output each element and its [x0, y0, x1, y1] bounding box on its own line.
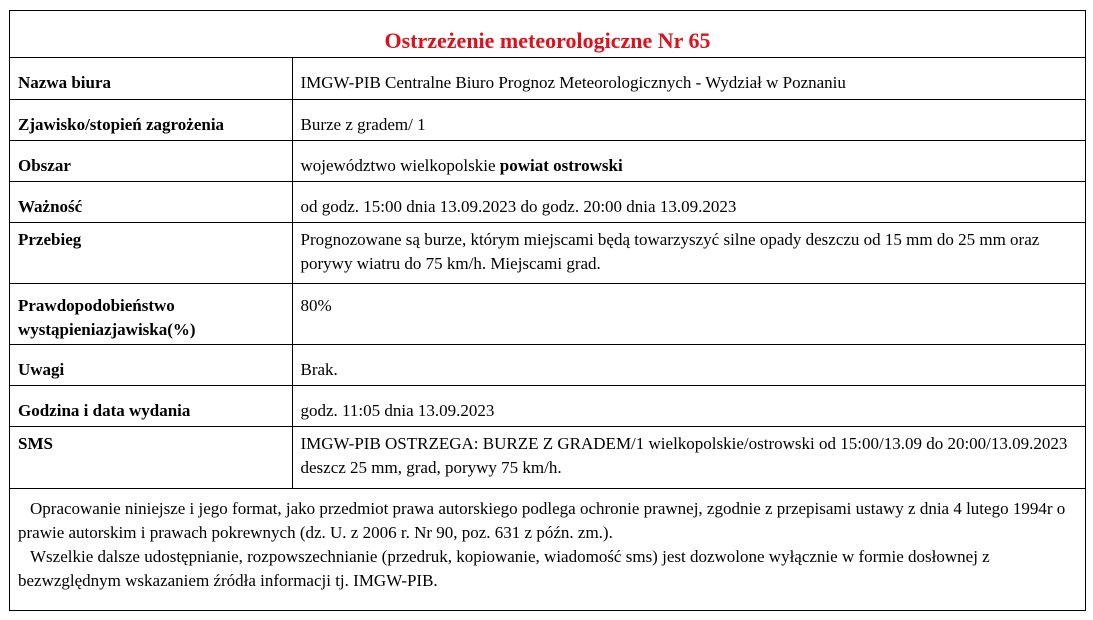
course-label: Przebieg — [10, 222, 292, 283]
phenomenon-label: Zjawisko/stopień zagrożenia — [10, 99, 292, 140]
phenomenon-value: Burze z gradem/ 1 — [292, 99, 1085, 140]
document-title: Ostrzeżenie meteorologiczne Nr 65 — [10, 11, 1085, 58]
course-value: Prognozowane są burze, którym miejscami będą towarzyszyć silne opady deszczu od 15 mm do 25 mm oraz porywy wiatru do 75 km/h. Miejscami grad. — [292, 222, 1085, 283]
row-sms — [10, 426, 1085, 488]
probability-label: Prawdopodobieństwo wystąpieniazjawiska(%) — [10, 283, 292, 344]
validity-value: od godz. 15:00 dnia 13.09.2023 do godz. 20:00 dnia 13.09.2023 — [292, 181, 1085, 222]
row-office — [10, 58, 1085, 99]
office-value: IMGW-PIB Centralne Biuro Prognoz Meteorologicznych - Wydział w Poznaniu — [292, 58, 1085, 99]
copyright-notice: Opracowanie niniejsze i jego format, jako przedmiot prawa autorskiego podlega ochronie prawnej, zgodnie z przepisami ustawy z dnia 4 lutego 1994r o prawie autorskim i prawach pokrewnych (dz. U. z 2006 r. Nr 90, poz. 631 z późn. zm.). — [18, 498, 1066, 542]
row-phenomenon — [10, 99, 1085, 140]
area-county: powiat ostrowski — [499, 155, 623, 175]
remarks-value: Brak. — [292, 344, 1085, 385]
issued-label: Godzina i data wydania — [10, 385, 292, 426]
row-probability — [10, 283, 1085, 344]
validity-label: Ważność — [10, 181, 292, 222]
area-value — [292, 140, 1085, 181]
row-issued — [10, 385, 1085, 426]
row-validity — [10, 181, 1085, 222]
warning-document — [9, 10, 1086, 611]
sms-label: SMS — [10, 426, 292, 488]
remarks-label: Uwagi — [10, 344, 292, 385]
sharing-notice: Wszelkie dalsze udostępnianie, rozpowszechnianie (przedruk, kopiowanie, wiadomość sms) jest dozwolone wyłącznie w formie dosłownej z bezwzględnym wskazaniem źródła informacji tj. IMGW-PIB. — [18, 546, 990, 590]
footer-notice — [10, 489, 1085, 593]
area-voivodeship: województwo wielkopolskie — [300, 155, 496, 175]
office-label: Nazwa biura — [10, 58, 292, 99]
row-course — [10, 222, 1085, 283]
issued-value: godz. 11:05 dnia 13.09.2023 — [292, 385, 1085, 426]
sms-value: IMGW-PIB OSTRZEGA: BURZE Z GRADEM/1 wielkopolskie/ostrowski od 15:00/13.09 do 20:00/13.09.2023 deszcz 25 mm, grad, porywy 75 km/h. — [292, 426, 1085, 488]
area-label: Obszar — [10, 140, 292, 181]
probability-value: 80% — [292, 283, 1085, 344]
warning-table — [10, 58, 1085, 489]
row-remarks — [10, 344, 1085, 385]
row-area — [10, 140, 1085, 181]
